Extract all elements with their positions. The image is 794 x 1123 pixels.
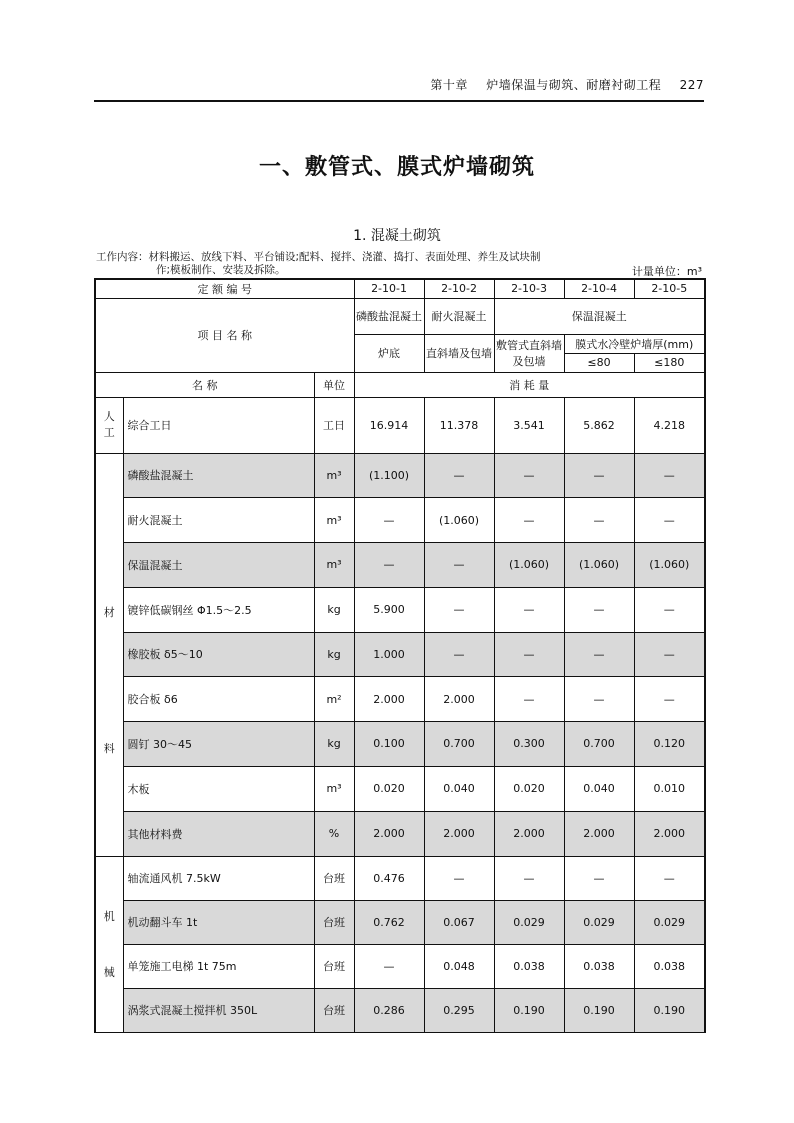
- material-value: (1.060): [424, 498, 494, 543]
- cat-machine-2: 械: [103, 966, 115, 979]
- labor-v3: 3.541: [494, 397, 564, 453]
- material-value: —: [634, 587, 705, 632]
- material-value: 0.040: [424, 766, 494, 811]
- machine-value: 0.029: [564, 900, 634, 944]
- page-number: 227: [679, 78, 704, 92]
- work-content-line-1: 工作内容：材料搬运、放线下料、平台铺设;配料、搅拌、浇灌、捣打、表面处理、养生及试块制: [96, 251, 541, 263]
- material-name: 保温混凝土: [123, 543, 314, 588]
- material-value: 2.000: [354, 677, 424, 722]
- material-value: 0.700: [424, 722, 494, 767]
- machine-value: 0.029: [634, 900, 705, 944]
- material-value: —: [494, 453, 564, 498]
- material-value: 0.300: [494, 722, 564, 767]
- category-material: [95, 453, 123, 856]
- material-value: 2.000: [424, 811, 494, 856]
- machine-unit: 台班: [314, 856, 354, 900]
- material-unit: kg: [314, 722, 354, 767]
- chapter-label: 第十章: [430, 78, 468, 92]
- machine-value: —: [424, 856, 494, 900]
- material-value: 0.020: [354, 766, 424, 811]
- material-value: —: [354, 498, 424, 543]
- material-value: (1.060): [564, 543, 634, 588]
- col2-bottom: 直斜墙及包墙: [424, 334, 494, 372]
- material-unit: m²: [314, 677, 354, 722]
- material-value: 1.000: [354, 632, 424, 677]
- name-label: 名 称: [95, 372, 314, 397]
- code-3: 2-10-3: [494, 279, 564, 298]
- category-machine: [95, 856, 123, 1032]
- material-unit: m³: [314, 453, 354, 498]
- machine-value: 0.038: [634, 944, 705, 988]
- machine-value: 0.038: [494, 944, 564, 988]
- material-value: 2.000: [354, 811, 424, 856]
- machine-value: 0.476: [354, 856, 424, 900]
- material-value: 0.700: [564, 722, 634, 767]
- material-value: —: [634, 453, 705, 498]
- unit-label: 单位: [314, 372, 354, 397]
- machine-value: 0.190: [634, 988, 705, 1032]
- cat-labor-2: 工: [103, 426, 115, 439]
- code-5: 2-10-5: [634, 279, 705, 298]
- code-2: 2-10-2: [424, 279, 494, 298]
- material-unit: m³: [314, 498, 354, 543]
- labor-name: 综合工日: [123, 397, 314, 453]
- labor-v2: 11.378: [424, 397, 494, 453]
- machine-value: —: [564, 856, 634, 900]
- material-value: —: [564, 498, 634, 543]
- material-value: —: [424, 453, 494, 498]
- machine-value: —: [634, 856, 705, 900]
- material-value: —: [494, 498, 564, 543]
- machine-unit: 台班: [314, 988, 354, 1032]
- category-labor: [95, 397, 123, 453]
- cat-material-1: 材: [103, 605, 115, 619]
- material-name: 磷酸盐混凝土: [123, 453, 314, 498]
- material-value: 2.000: [634, 811, 705, 856]
- material-name: 木板: [123, 766, 314, 811]
- machine-value: 0.067: [424, 900, 494, 944]
- material-name: 胶合板 δ6: [123, 677, 314, 722]
- material-value: —: [354, 543, 424, 588]
- material-name: 耐火混凝土: [123, 498, 314, 543]
- machine-name: 单笼施工电梯 1t 75m: [123, 944, 314, 988]
- col1-top: 磷酸盐混凝土: [354, 298, 424, 334]
- material-value: 0.100: [354, 722, 424, 767]
- machine-name: 涡浆式混凝土搅拌机 350L: [123, 988, 314, 1032]
- section-label: 炉墙保温与砌筑、耐磨衬砌工程: [486, 78, 662, 92]
- machine-unit: 台班: [314, 944, 354, 988]
- material-value: —: [564, 587, 634, 632]
- machine-value: —: [494, 856, 564, 900]
- machine-value: 0.190: [494, 988, 564, 1032]
- col4-bottom: ≤80: [564, 353, 634, 372]
- material-value: —: [494, 632, 564, 677]
- material-value: —: [634, 632, 705, 677]
- material-unit: m³: [314, 766, 354, 811]
- col1-bottom: 炉底: [354, 334, 424, 372]
- col345-top: 保温混凝土: [494, 298, 705, 334]
- col3-bottom: 敷管式直斜墙及包墙: [494, 334, 564, 372]
- labor-v5: 4.218: [634, 397, 705, 453]
- machine-value: 0.295: [424, 988, 494, 1032]
- material-value: (1.100): [354, 453, 424, 498]
- material-value: —: [424, 632, 494, 677]
- material-value: 5.900: [354, 587, 424, 632]
- machine-value: 0.038: [564, 944, 634, 988]
- quota-table: [94, 278, 706, 1033]
- work-content-line-2: 作;模板制作、安装及拆除。: [156, 264, 286, 276]
- machine-name: 机动翻斗车 1t: [123, 900, 314, 944]
- header-text: [416, 76, 704, 93]
- material-value: —: [494, 677, 564, 722]
- page-header: [94, 70, 704, 102]
- material-value: 0.040: [564, 766, 634, 811]
- material-value: —: [564, 632, 634, 677]
- code-4: 2-10-4: [564, 279, 634, 298]
- section-subtitle: 1. 混凝土砌筑: [353, 228, 441, 244]
- col5-bottom: ≤180: [634, 353, 705, 372]
- cat-material-2: 料: [103, 741, 115, 755]
- material-value: —: [424, 543, 494, 588]
- labor-unit: 工日: [314, 397, 354, 453]
- material-name: 镀锌低碳钢丝 Φ1.5～2.5: [123, 587, 314, 632]
- machine-value: —: [354, 944, 424, 988]
- labor-v1: 16.914: [354, 397, 424, 453]
- material-unit: kg: [314, 587, 354, 632]
- item-name-label: 项 目 名 称: [95, 298, 354, 372]
- material-name: 其他材料费: [123, 811, 314, 856]
- machine-value: 0.286: [354, 988, 424, 1032]
- unit-note: 计量单位：m³: [631, 265, 702, 278]
- cat-labor-1: 人: [103, 410, 115, 423]
- material-value: 0.010: [634, 766, 705, 811]
- col2-top: 耐火混凝土: [424, 298, 494, 334]
- col45-mid: 膜式水冷壁炉墙厚(mm): [564, 334, 705, 353]
- material-value: —: [634, 498, 705, 543]
- machine-name: 轴流通风机 7.5kW: [123, 856, 314, 900]
- consumption-label: 消 耗 量: [354, 372, 705, 397]
- machine-value: 0.048: [424, 944, 494, 988]
- page-title: 一、敷管式、膜式炉墙砌筑: [258, 155, 535, 180]
- material-unit: kg: [314, 632, 354, 677]
- machine-value: 0.762: [354, 900, 424, 944]
- material-value: —: [424, 587, 494, 632]
- material-value: —: [564, 453, 634, 498]
- material-value: (1.060): [634, 543, 705, 588]
- labor-v4: 5.862: [564, 397, 634, 453]
- material-value: 0.120: [634, 722, 705, 767]
- machine-unit: 台班: [314, 900, 354, 944]
- material-value: —: [634, 677, 705, 722]
- material-value: 0.020: [494, 766, 564, 811]
- material-value: (1.060): [494, 543, 564, 588]
- material-value: 2.000: [564, 811, 634, 856]
- cat-machine-1: 机: [103, 910, 115, 923]
- material-value: 2.000: [494, 811, 564, 856]
- code-1: 2-10-1: [354, 279, 424, 298]
- material-value: 2.000: [424, 677, 494, 722]
- code-label: 定 额 编 号: [95, 279, 354, 298]
- material-name: 橡胶板 δ5～10: [123, 632, 314, 677]
- material-value: —: [494, 587, 564, 632]
- material-name: 圆钉 30～45: [123, 722, 314, 767]
- work-content: [96, 251, 656, 277]
- machine-value: 0.029: [494, 900, 564, 944]
- material-value: —: [564, 677, 634, 722]
- machine-value: 0.190: [564, 988, 634, 1032]
- material-unit: m³: [314, 543, 354, 588]
- material-unit: %: [314, 811, 354, 856]
